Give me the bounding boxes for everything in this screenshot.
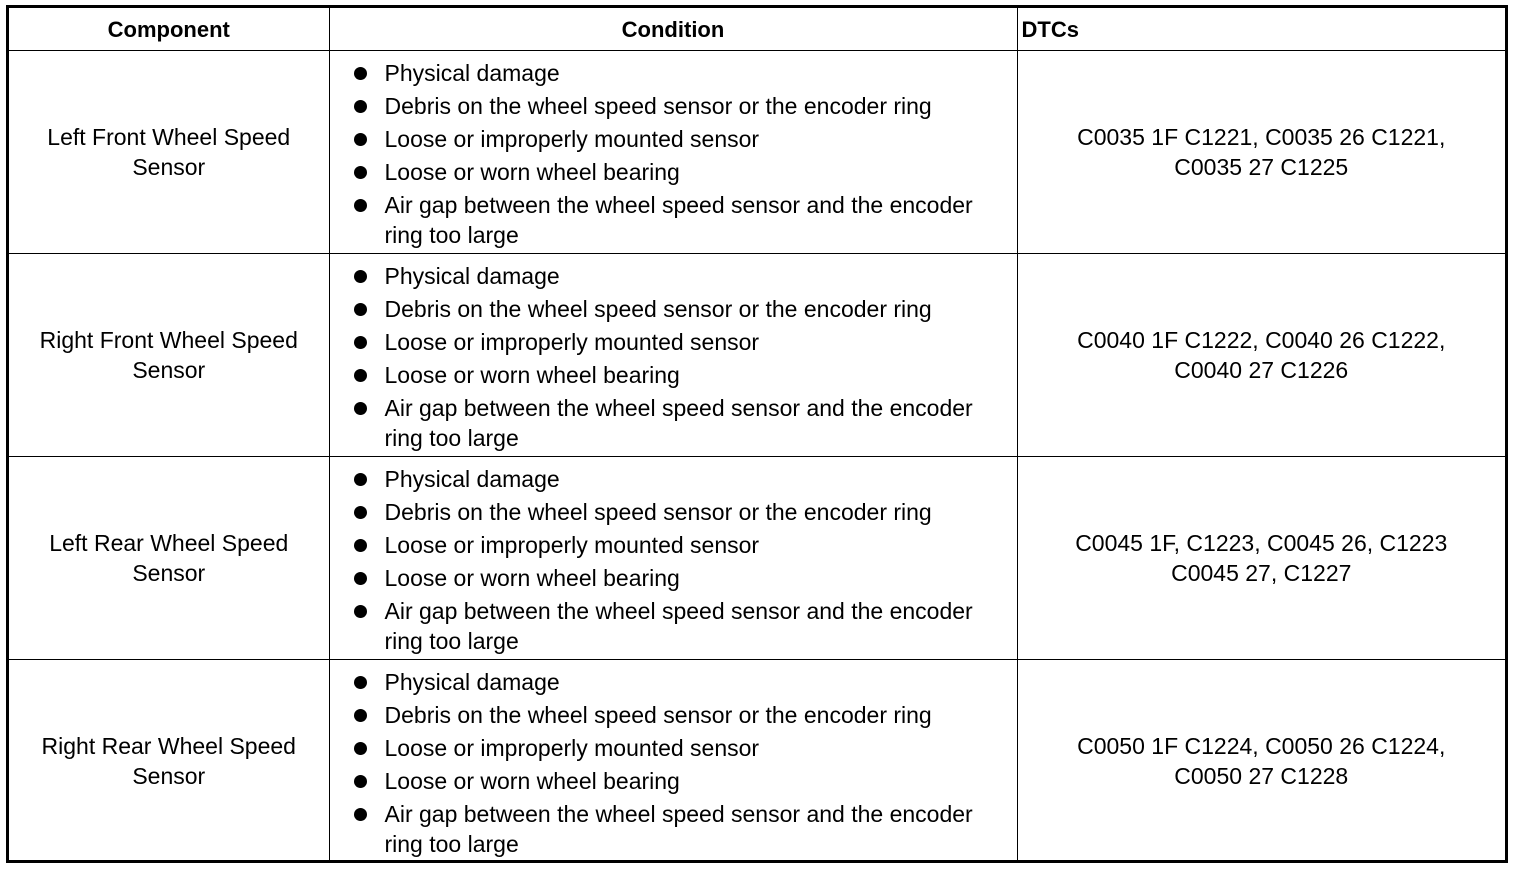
condition-text: Debris on the wheel speed sensor or the encoder ring [384,92,932,119]
condition-item [352,327,1017,357]
condition-item [352,766,1017,796]
bullet-icon [354,402,367,415]
dtc-cell: C0035 1F C1221, C0035 26 C1221, C0035 27 C1225 [1017,50,1505,253]
bullet-icon [354,572,367,585]
component-cell: Right Front Wheel Speed Sensor [9,253,329,456]
bullet-icon [354,506,367,519]
bullet-icon [354,539,367,552]
condition-item [352,261,1017,291]
header-component: Component [9,8,329,50]
condition-text: Physical damage [384,262,560,289]
condition-text: Loose or improperly mounted sensor [384,328,760,355]
condition-text: Loose or improperly mounted sensor [384,531,760,558]
condition-text: Debris on the wheel speed sensor or the encoder ring [384,701,932,728]
bullet-icon [354,336,367,349]
condition-item [352,700,1017,730]
bullet-icon [354,270,367,283]
condition-cell [329,456,1017,659]
condition-item [352,563,1017,593]
condition-text: Air gap between the wheel speed sensor and the encoder ring too large [384,800,973,857]
bullet-icon [354,369,367,382]
header-condition: Condition [329,8,1017,50]
condition-item [352,464,1017,494]
bullet-icon [354,709,367,722]
bullet-icon [354,100,367,113]
condition-list [330,667,1017,859]
condition-item [352,91,1017,121]
condition-item [352,497,1017,527]
bullet-icon [354,605,367,618]
component-cell: Left Front Wheel Speed Sensor [9,50,329,253]
condition-text: Physical damage [384,668,560,695]
condition-item [352,124,1017,154]
bullet-icon [354,473,367,486]
condition-cell [329,659,1017,862]
condition-text: Loose or worn wheel bearing [384,361,680,388]
bullet-icon [354,742,367,755]
dtc-cell: C0040 1F C1222, C0040 26 C1222, C0040 27 C1226 [1017,253,1505,456]
table-row [9,253,1505,456]
bullet-icon [354,808,367,821]
condition-text: Physical damage [384,465,560,492]
bullet-icon [354,133,367,146]
dtc-cell: C0050 1F C1224, C0050 26 C1224, C0050 27 C1228 [1017,659,1505,862]
condition-text: Loose or worn wheel bearing [384,564,680,591]
condition-item [352,667,1017,697]
condition-item [352,360,1017,390]
bullet-icon [354,676,367,689]
condition-list [330,261,1017,453]
condition-list [330,58,1017,250]
condition-item [352,596,1017,656]
condition-text: Loose or worn wheel bearing [384,767,680,794]
condition-item [352,799,1017,859]
condition-cell [329,253,1017,456]
condition-text: Debris on the wheel speed sensor or the encoder ring [384,295,932,322]
condition-cell [329,50,1017,253]
condition-item [352,530,1017,560]
bullet-icon [354,775,367,788]
condition-text: Air gap between the wheel speed sensor and the encoder ring too large [384,597,973,654]
bullet-icon [354,67,367,80]
table-row [9,50,1505,253]
condition-item [352,157,1017,187]
table-row [9,659,1505,862]
condition-item [352,733,1017,763]
condition-item [352,58,1017,88]
component-cell: Left Rear Wheel Speed Sensor [9,456,329,659]
header-row [9,8,1505,50]
bullet-icon [354,166,367,179]
condition-text: Air gap between the wheel speed sensor and the encoder ring too large [384,394,973,451]
condition-text: Debris on the wheel speed sensor or the encoder ring [384,498,932,525]
header-dtcs: DTCs [1017,8,1505,50]
bullet-icon [354,303,367,316]
condition-item [352,294,1017,324]
condition-text: Loose or improperly mounted sensor [384,734,760,761]
table-row [9,456,1505,659]
dtc-cell: C0045 1F, C1223, C0045 26, C1223 C0045 27, C1227 [1017,456,1505,659]
condition-item [352,190,1017,250]
dtc-table [9,8,1505,862]
condition-text: Loose or improperly mounted sensor [384,125,760,152]
condition-text: Air gap between the wheel speed sensor and the encoder ring too large [384,191,973,248]
dtc-table-frame [6,5,1508,863]
condition-list [330,464,1017,656]
table-body [9,50,1505,862]
component-cell: Right Rear Wheel Speed Sensor [9,659,329,862]
condition-item [352,393,1017,453]
bullet-icon [354,199,367,212]
condition-text: Physical damage [384,59,560,86]
condition-text: Loose or worn wheel bearing [384,158,680,185]
